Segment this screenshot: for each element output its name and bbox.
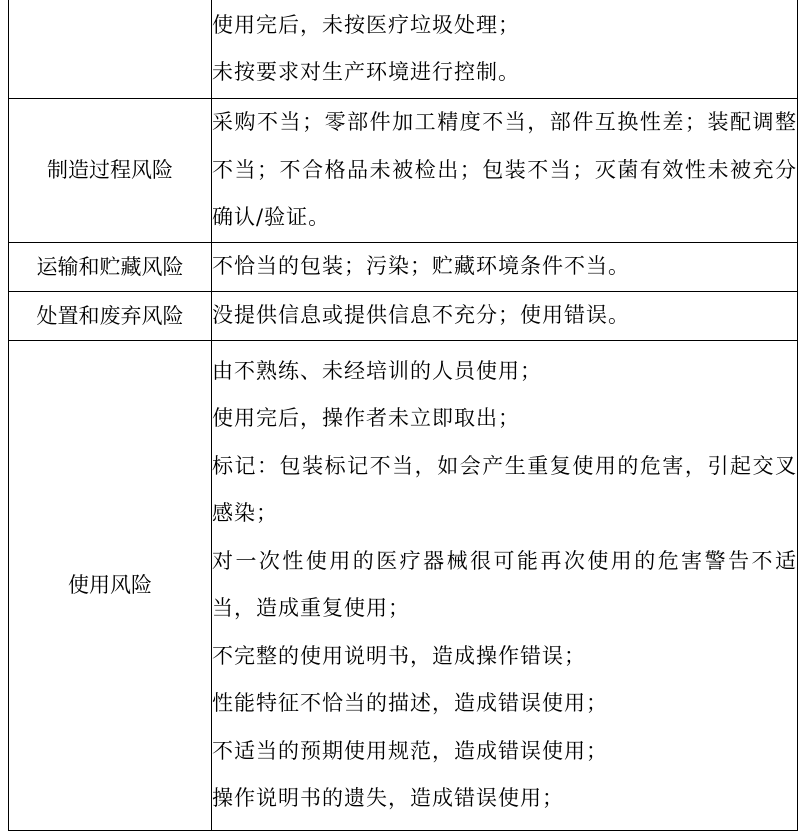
- table-row: [9, 242, 798, 291]
- risk-category-cell: [9, 0, 212, 99]
- risk-description-line: 不适当的预期使用规范，造成错误使用；: [212, 738, 608, 763]
- risk-description-line: 使用完后，操作者未立即取出；: [212, 406, 520, 430]
- table-row: [9, 340, 798, 830]
- risk-description-line: 使用完后，未按医疗垃圾处理；: [212, 12, 520, 37]
- risk-description-cell: [212, 242, 798, 291]
- risk-category-cell: 处置和废弃风险: [9, 291, 212, 340]
- risk-description-line: 未按要求对生产环境进行控制。: [212, 60, 520, 84]
- risk-description-line: 没提供信息或提供信息不充分；使用错误。: [212, 302, 630, 327]
- risk-description-line: 不恰当的包装；污染；贮藏环境条件不当。: [212, 253, 630, 278]
- risk-description-line: 对一次性使用的医疗器械很可能再次使用的危害警告不适当，造成重复使用；: [212, 548, 797, 620]
- risk-description-cell: [212, 340, 798, 830]
- risk-category-cell: 制造过程风险: [9, 99, 212, 243]
- risk-category-cell: 运输和贮藏风险: [9, 242, 212, 291]
- table-row: [9, 291, 798, 340]
- risk-description-cell: [212, 0, 798, 99]
- table-row: [9, 0, 798, 99]
- risk-description-line: 操作说明书的遗失，造成错误使用；: [212, 786, 564, 810]
- risk-description-cell: [212, 291, 798, 340]
- risk-description-line: 由不熟练、未经培训的人员使用；: [212, 358, 542, 383]
- risk-description-cell: [212, 99, 798, 243]
- risk-table: [8, 0, 798, 831]
- risk-description-line: 标记：包装标记不当，如会产生重复使用的危害，引起交叉感染；: [212, 453, 797, 525]
- risk-description-line: 采购不当；零部件加工精度不当，部件互换性差；装配调整不当；不合格品未被检出；包装不当；灭菌有效性未被充分确认/验证。: [212, 110, 797, 229]
- risk-description-line: 性能特征不恰当的描述，造成错误使用；: [212, 691, 608, 715]
- table-row: [9, 99, 798, 243]
- risk-category-cell: 使用风险: [9, 340, 212, 830]
- risk-description-line: 不完整的使用说明书，造成操作错误；: [212, 643, 586, 668]
